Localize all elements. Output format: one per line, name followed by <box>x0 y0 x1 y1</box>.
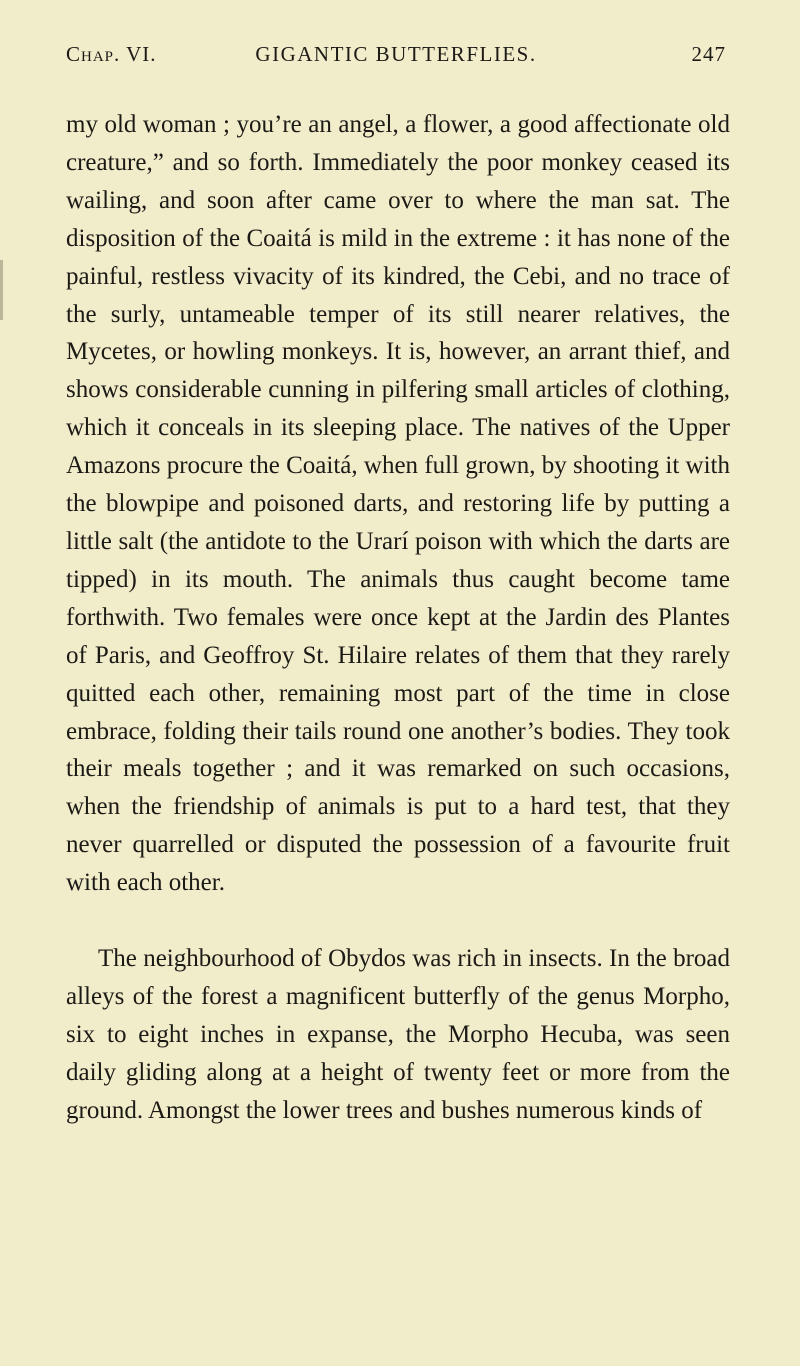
chapter-label: Chap. VI. <box>66 42 157 66</box>
paragraph-obydos-insects: The neighbourhood of Obydos was rich in insects. In the broad alleys of the forest a magnificent butterfly of the genus Morpho, six to eight inches in expanse, the Morpho Hecuba, was seen daily gliding along at a height of twenty feet or more from the ground. Amongst the lower trees and bushes numerous kinds of <box>66 944 730 1124</box>
body-text <box>66 106 730 1129</box>
page-number: 247 <box>691 42 726 66</box>
running-title: GIGANTIC BUTTERFLIES. <box>255 42 537 66</box>
paragraph-coaita: my old woman ; you’re an angel, a flower, a good affectionate old creature,” and so forth. Immediately the poor monkey ceased its wailing, and soon after came over to where the man sat. The disposition of the Coaitá is mild in the extreme : it has none of the painful, restless vivacity of its kindred, the Cebi, and no trace of the surly, untameable temper of its still nearer relatives, the Mycetes, or howling monkeys. It is, however, an arrant thief, and shows considerable cunning in pilfering small articles of clothing, which it conceals in its sleeping place. The natives of the Upper Amazons procure the Coaitá, when full grown, by shooting it with the blowpipe and poisoned darts, and restoring life by putting a little salt (the antidote to the Urarí poison with which the darts are tipped) in its mouth. The animals thus caught become tame forthwith. Two females were once kept at the Jardin des Plantes of Paris, and Geoffroy St. Hilaire relates of them that they rarely quitted each other, remaining most part of the time in close embrace, folding their tails round one another’s bodies. They took their meals together ; and it was remarked on such occasions, when the friendship of animals is put to a hard test, that they never quarrelled or disputed the possession of a favourite fruit with each other. <box>66 111 730 897</box>
page-edge-mark <box>0 260 3 320</box>
running-head <box>66 42 726 78</box>
